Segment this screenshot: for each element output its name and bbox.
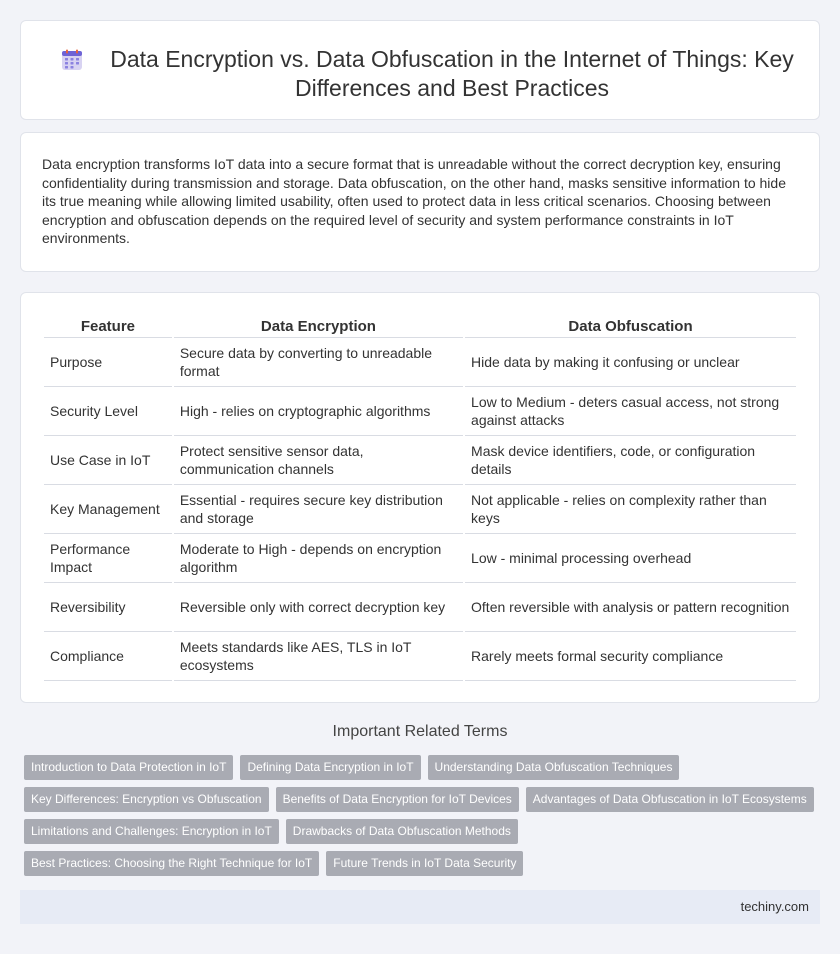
intro-paragraph: Data encryption transforms IoT data into a secure format that is unreadable without the correct decryption key, ensuring confidentiality during transmission and storage. Data obfuscation, on the other hand, masks sensitive information to hide its true meaning while allowing limited usability, often used to protect data in less critical scenarios. Choosing between encryption and obfuscation depends on the required level of security and system performance constraints in IoT environments. <box>42 156 786 246</box>
related-tags-row <box>24 787 821 812</box>
table-row <box>44 583 796 632</box>
encryption-cell: Protect sensitive sensor data, communication channels <box>174 436 463 485</box>
related-terms-title: Important Related Terms <box>332 723 508 740</box>
obfuscation-cell: Low to Medium - deters casual access, not strong against attacks <box>465 387 796 436</box>
feature-cell: Key Management <box>44 485 172 534</box>
table-row <box>44 436 796 485</box>
related-tags-row <box>24 819 525 844</box>
obfuscation-cell: Hide data by making it confusing or unclear <box>465 338 796 387</box>
calendar-grid-icon <box>61 49 83 71</box>
intro-card <box>20 132 820 272</box>
related-tag[interactable]: Best Practices: Choosing the Right Technique for IoT <box>24 851 319 876</box>
encryption-cell: Moderate to High - depends on encryption algorithm <box>174 534 463 583</box>
table-row <box>44 387 796 436</box>
comparison-table-card <box>20 292 820 703</box>
related-tag[interactable]: Future Trends in IoT Data Security <box>326 851 523 876</box>
page-title: Data Encryption vs. Data Obfuscation in the Internet of Things: Key Differences and Best Practices <box>110 46 794 101</box>
obfuscation-cell: Rarely meets formal security compliance <box>465 632 796 681</box>
header-data-obfuscation: Data Obfuscation <box>465 317 796 338</box>
footer-brand[interactable]: techiny.com <box>740 899 809 914</box>
feature-cell: Reversibility <box>44 583 172 632</box>
related-tags-row <box>24 755 686 780</box>
related-tag[interactable]: Key Differences: Encryption vs Obfuscation <box>24 787 269 812</box>
feature-cell: Purpose <box>44 338 172 387</box>
feature-cell: Compliance <box>44 632 172 681</box>
feature-cell: Use Case in IoT <box>44 436 172 485</box>
encryption-cell: High - relies on cryptographic algorithms <box>174 387 463 436</box>
comparison-table <box>42 317 798 681</box>
header-feature: Feature <box>44 317 172 338</box>
related-tag[interactable]: Drawbacks of Data Obfuscation Methods <box>286 819 518 844</box>
table-row <box>44 485 796 534</box>
related-tag[interactable]: Limitations and Challenges: Encryption in IoT <box>24 819 279 844</box>
related-tag[interactable]: Understanding Data Obfuscation Techniques <box>428 755 680 780</box>
related-tag[interactable]: Benefits of Data Encryption for IoT Devices <box>276 787 519 812</box>
related-tag[interactable]: Advantages of Data Obfuscation in IoT Ecosystems <box>526 787 814 812</box>
obfuscation-cell: Not applicable - relies on complexity rather than keys <box>465 485 796 534</box>
table-row <box>44 338 796 387</box>
obfuscation-cell: Mask device identifiers, code, or configuration details <box>465 436 796 485</box>
feature-cell: Performance Impact <box>44 534 172 583</box>
header-card <box>20 20 820 120</box>
table-header-row <box>44 317 796 338</box>
table-row <box>44 632 796 681</box>
related-tag[interactable]: Defining Data Encryption in IoT <box>240 755 420 780</box>
encryption-cell: Essential - requires secure key distribution and storage <box>174 485 463 534</box>
header-data-encryption: Data Encryption <box>174 317 463 338</box>
footer <box>20 890 820 924</box>
encryption-cell: Secure data by converting to unreadable format <box>174 338 463 387</box>
feature-cell: Security Level <box>44 387 172 436</box>
related-tags-row <box>24 851 530 876</box>
related-tag[interactable]: Introduction to Data Protection in IoT <box>24 755 233 780</box>
table-row <box>44 534 796 583</box>
encryption-cell: Reversible only with correct decryption key <box>174 583 463 632</box>
obfuscation-cell: Low - minimal processing overhead <box>465 534 796 583</box>
obfuscation-cell: Often reversible with analysis or pattern recognition <box>465 583 796 632</box>
encryption-cell: Meets standards like AES, TLS in IoT ecosystems <box>174 632 463 681</box>
